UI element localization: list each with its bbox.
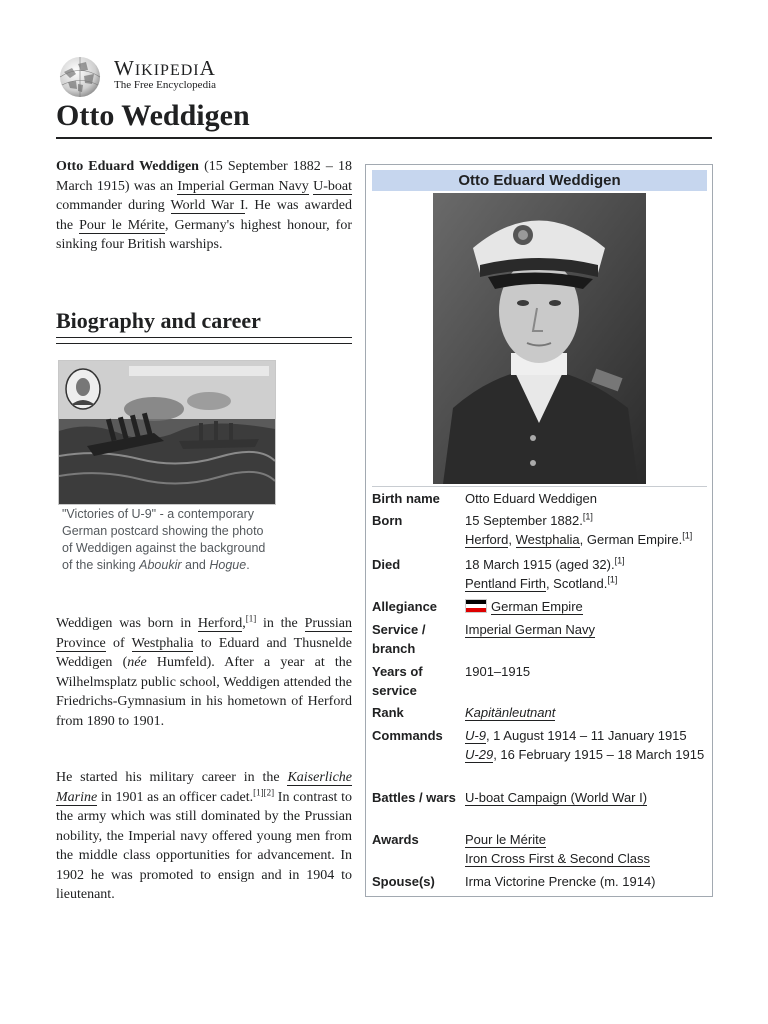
link-pour-le-merite[interactable]: Pour le Mérite <box>79 217 166 233</box>
link-kapitanleutnant[interactable]: Kapitänleutnant <box>465 705 556 720</box>
wikipedia-globe-icon[interactable] <box>56 54 104 98</box>
link-world-war-i[interactable]: World War I <box>170 198 245 213</box>
link-imperial-german-navy[interactable]: Imperial German Navy <box>177 178 309 194</box>
biography-paragraph-1: Weddigen was born in Herford,[1] in the Prussian Province of Westphalia to Eduard and Thusnelde Weddigen (née Humfeld). After a year at the Wilhelmsplatz public school, Weddigen attended the Friedrichs-Gymnasium in his hometown of Herford from 1890 to 1901. <box>56 613 353 729</box>
citation-1[interactable]: [1] <box>253 786 264 797</box>
link-pentland-firth[interactable]: Pentland Firth <box>465 576 546 591</box>
biography-paragraph-2: He started his military career in the Kaiserliche Marine in 1901 as an officer cadet.[1][2] In contrast to the army which was still dominated by the Prussian nobility, the Imperial navy offered young men from the middle class opportunities for advancement. In 1902 he was promoted to ensign and in 1904 to lieutenant. <box>56 770 352 902</box>
postcard-illustration <box>59 361 275 504</box>
wikipedia-wordmark[interactable]: WIKIPEDIA <box>114 56 216 80</box>
title-divider <box>56 137 712 139</box>
link-herford[interactable]: Herford <box>465 532 509 547</box>
section-divider <box>56 337 352 338</box>
german-empire-flag-icon <box>465 599 487 613</box>
link-pour-le-merite[interactable]: Pour le Mérite <box>465 832 546 847</box>
citation-1[interactable]: [1] <box>245 613 257 624</box>
citation-1[interactable]: [1] <box>682 530 693 541</box>
link-westphalia[interactable]: Westphalia <box>131 635 194 651</box>
link-iron-cross[interactable]: Iron Cross First & Second Class <box>465 851 650 866</box>
infobox-heading: Otto Eduard Weddigen <box>372 170 707 191</box>
link-imperial-german-navy[interactable]: Imperial German Navy <box>465 622 596 637</box>
wikipedia-tagline: The Free Encyclopedia <box>114 79 217 91</box>
infobox-divider <box>372 486 707 487</box>
page-title: Otto Weddigen <box>56 99 250 132</box>
subject-name: Otto Eduard Weddigen <box>56 159 199 174</box>
section-divider-2 <box>56 343 352 344</box>
link-westphalia[interactable]: Westphalia <box>515 532 580 547</box>
link-u-9[interactable]: U-9 <box>465 728 486 743</box>
lead-paragraph: Otto Eduard Weddigen (15 September 1882 – 18 March 1915) was an Imperial German Navy U-boat commander during World War I. He was awarded the Pour le Mérite, Germany's highest honour, for sinking four British warships. <box>56 159 353 252</box>
citation-2[interactable]: [2] <box>263 786 275 797</box>
link-u-boat[interactable]: U-boat <box>313 178 352 194</box>
section-heading-biography: Biography and career <box>56 308 261 333</box>
portrait-illustration <box>433 193 646 484</box>
link-herford[interactable]: Herford <box>197 616 243 631</box>
citation-1[interactable]: [1] <box>607 574 618 585</box>
portrait-photo[interactable] <box>433 193 646 484</box>
infobox: Otto Eduard Weddigen Birth name Otto Eduard Weddigen Born 15 September 1882.[1] Herford, Westphalia, German Empire.[1] Died 18 March 1915 (aged 32).[1] Pentland Firth, Scotland.[1] Allegiance German Empire Service / branch Imperial German Navy Years of service 1901–1915 Rank Kapitänleutnant Commands U-9, 1 August 1914 – 11 January 1915 U-29, 16 February 1915 – 18 March 1915 Battles / wars U-boat Campaign (World War I) Awards Pour le Mérite Iron Cross First & Second Class Spouse(s) Irma Victorine Prencke (m. 1914) <box>365 164 713 897</box>
citation-1[interactable]: [1] <box>582 511 593 522</box>
link-kaiserliche-marine[interactable]: Kaiserliche Marine <box>56 770 352 805</box>
link-u-boat-campaign[interactable]: U-boat Campaign (World War I) <box>465 790 648 805</box>
link-prussian-province[interactable]: Prussian Province <box>56 616 353 651</box>
postcard-image[interactable] <box>58 360 276 505</box>
link-u-29[interactable]: U-29 <box>465 747 494 762</box>
link-german-empire[interactable]: German Empire <box>491 599 583 614</box>
citation-1[interactable]: [1] <box>614 555 625 566</box>
figure-caption: "Victories of U-9" - a contemporary German postcard showing the photo of Weddigen against the background of the sinking Aboukir and Hogue. <box>62 507 266 572</box>
